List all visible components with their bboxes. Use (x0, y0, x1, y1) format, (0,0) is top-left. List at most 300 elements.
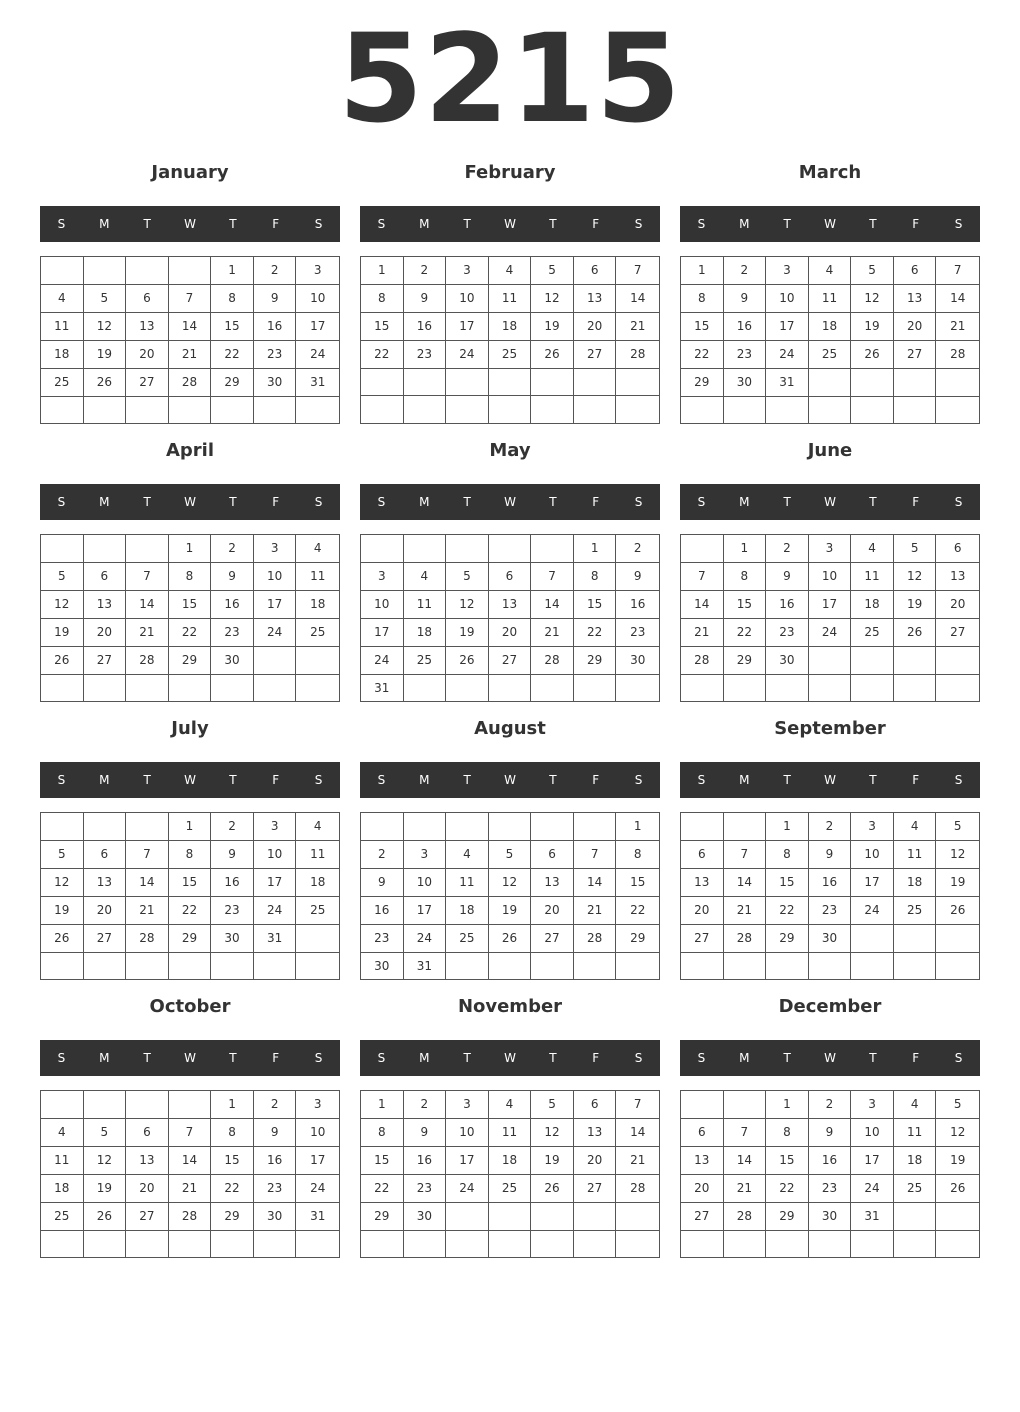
day-cell (84, 257, 127, 285)
day-cell: 6 (894, 257, 937, 285)
day-cell (446, 1231, 489, 1257)
day-cell (211, 1231, 254, 1257)
day-cell: 3 (296, 1091, 339, 1119)
day-cell: 14 (126, 869, 169, 897)
day-cell: 13 (681, 869, 724, 897)
weekday-label: W (184, 773, 196, 787)
day-cell: 8 (681, 285, 724, 313)
day-cell: 9 (616, 563, 659, 591)
day-cell: 7 (169, 1119, 212, 1147)
day-cell: 22 (361, 341, 404, 369)
day-cell: 10 (851, 841, 894, 869)
day-cell: 24 (446, 341, 489, 369)
day-cell: 21 (169, 1175, 212, 1203)
day-cell: 29 (766, 925, 809, 953)
day-cell: 1 (211, 1091, 254, 1119)
day-cell: 10 (404, 869, 447, 897)
day-cell: 4 (41, 285, 84, 313)
day-cell: 24 (766, 341, 809, 369)
weekday-label: S (57, 217, 66, 231)
weekday-label: S (954, 495, 963, 509)
day-cell (681, 1231, 724, 1257)
day-cell (126, 953, 169, 979)
day-cell: 24 (851, 1175, 894, 1203)
day-cell (724, 1231, 767, 1257)
day-cell: 22 (766, 897, 809, 925)
day-cell: 5 (936, 813, 979, 841)
day-cell: 25 (41, 369, 84, 397)
day-cell: 19 (936, 1147, 979, 1175)
day-cell: 4 (404, 563, 447, 591)
weekday-label: T (549, 495, 557, 509)
day-cell: 22 (169, 619, 212, 647)
day-cell: 28 (169, 1203, 212, 1231)
day-cell (894, 369, 937, 397)
day-cell (126, 675, 169, 701)
day-cell: 8 (361, 1119, 404, 1147)
day-cell: 26 (531, 341, 574, 369)
day-cell: 30 (211, 925, 254, 953)
day-cell: 4 (446, 841, 489, 869)
day-cell: 22 (169, 897, 212, 925)
day-cell: 18 (894, 1147, 937, 1175)
day-cell: 1 (681, 257, 724, 285)
day-cell: 13 (84, 591, 127, 619)
day-cell: 23 (766, 619, 809, 647)
day-cell: 4 (296, 535, 339, 563)
day-cell: 22 (724, 619, 767, 647)
day-cell: 22 (574, 619, 617, 647)
day-cell: 16 (404, 313, 447, 341)
day-cell: 23 (809, 897, 852, 925)
weekday-label: S (314, 1051, 323, 1065)
day-cell (531, 813, 574, 841)
day-cell (574, 813, 617, 841)
day-cell (681, 1091, 724, 1119)
day-cell (446, 396, 489, 423)
day-cell (169, 1231, 212, 1257)
weekday-label: S (377, 1051, 386, 1065)
day-cell: 2 (809, 813, 852, 841)
day-cell (574, 396, 617, 423)
day-cell: 6 (489, 563, 532, 591)
day-cell: 6 (126, 285, 169, 313)
weekday-label: T (463, 773, 471, 787)
day-cell (616, 369, 659, 396)
day-cell: 18 (489, 1147, 532, 1175)
day-cell (126, 397, 169, 423)
day-cell (296, 675, 339, 701)
day-cell: 1 (766, 1091, 809, 1119)
day-cell: 23 (211, 897, 254, 925)
day-cell: 27 (681, 1203, 724, 1231)
day-cell: 25 (489, 1175, 532, 1203)
day-cell (894, 675, 937, 701)
day-cell: 1 (361, 1091, 404, 1119)
day-cell: 24 (361, 647, 404, 675)
day-cell: 30 (211, 647, 254, 675)
day-cell: 14 (724, 1147, 767, 1175)
day-cell (296, 925, 339, 953)
weekday-header (680, 484, 980, 520)
day-cell (681, 397, 724, 423)
day-cell: 7 (126, 563, 169, 591)
day-cell: 19 (446, 619, 489, 647)
weekday-label: T (229, 217, 237, 231)
day-cell: 30 (809, 1203, 852, 1231)
day-cell: 4 (851, 535, 894, 563)
day-cell (41, 535, 84, 563)
day-cell: 2 (616, 535, 659, 563)
day-grid (680, 812, 980, 980)
day-cell (404, 396, 447, 423)
month-name: December (778, 996, 882, 1017)
weekday-label: T (869, 217, 877, 231)
day-cell (489, 813, 532, 841)
day-cell: 17 (361, 619, 404, 647)
day-cell: 11 (41, 313, 84, 341)
day-cell: 3 (404, 841, 447, 869)
day-cell: 11 (809, 285, 852, 313)
day-cell: 17 (851, 869, 894, 897)
day-cell: 28 (574, 925, 617, 953)
day-cell: 23 (809, 1175, 852, 1203)
day-cell: 24 (296, 341, 339, 369)
day-cell: 19 (489, 897, 532, 925)
day-cell: 12 (936, 841, 979, 869)
day-cell (404, 813, 447, 841)
day-cell (809, 1231, 852, 1257)
day-cell: 30 (404, 1203, 447, 1231)
day-cell: 8 (766, 1119, 809, 1147)
day-cell: 28 (681, 647, 724, 675)
day-cell: 21 (936, 313, 979, 341)
day-cell (126, 1231, 169, 1257)
day-cell: 8 (616, 841, 659, 869)
day-cell: 17 (296, 313, 339, 341)
day-cell: 1 (169, 813, 212, 841)
day-cell: 22 (211, 1175, 254, 1203)
day-cell: 13 (936, 563, 979, 591)
day-cell: 3 (446, 257, 489, 285)
day-cell: 14 (616, 1119, 659, 1147)
day-cell: 31 (296, 1203, 339, 1231)
month-name: November (457, 996, 563, 1017)
day-cell (851, 397, 894, 423)
day-cell: 21 (126, 619, 169, 647)
day-cell: 9 (724, 285, 767, 313)
day-cell: 13 (574, 285, 617, 313)
weekday-label: S (377, 773, 386, 787)
day-cell: 12 (41, 591, 84, 619)
day-cell: 17 (254, 591, 297, 619)
day-cell: 20 (574, 313, 617, 341)
day-cell (489, 953, 532, 980)
day-cell (574, 1203, 617, 1231)
weekday-label: S (314, 495, 323, 509)
day-cell: 19 (531, 1147, 574, 1175)
weekday-label: M (419, 495, 430, 509)
day-cell: 28 (616, 1175, 659, 1203)
day-cell (254, 953, 297, 979)
day-cell (851, 369, 894, 397)
day-cell: 12 (936, 1119, 979, 1147)
year-title: 5215 (338, 8, 682, 150)
day-cell (41, 1091, 84, 1119)
day-cell: 11 (894, 1119, 937, 1147)
day-cell: 27 (574, 1175, 617, 1203)
day-cell: 5 (936, 1091, 979, 1119)
day-cell: 9 (254, 1119, 297, 1147)
weekday-label: M (739, 1051, 750, 1065)
day-cell: 27 (531, 925, 574, 953)
weekday-label: W (824, 1051, 836, 1065)
weekday-label: S (954, 217, 963, 231)
day-cell (531, 953, 574, 980)
day-cell (574, 369, 617, 396)
day-cell: 29 (211, 1203, 254, 1231)
day-cell: 26 (84, 1203, 127, 1231)
day-cell: 5 (41, 563, 84, 591)
weekday-header (360, 1040, 660, 1076)
day-cell: 6 (531, 841, 574, 869)
day-cell (254, 1231, 297, 1257)
day-cell: 9 (361, 869, 404, 897)
day-cell: 9 (404, 1119, 447, 1147)
weekday-label: T (143, 773, 151, 787)
weekday-label: S (57, 773, 66, 787)
day-cell (211, 675, 254, 701)
day-cell (254, 675, 297, 701)
day-cell: 15 (724, 591, 767, 619)
day-cell: 25 (296, 619, 339, 647)
day-cell: 24 (851, 897, 894, 925)
day-cell: 31 (766, 369, 809, 397)
day-cell: 5 (489, 841, 532, 869)
day-cell: 5 (851, 257, 894, 285)
day-cell: 28 (724, 925, 767, 953)
day-cell: 14 (126, 591, 169, 619)
day-cell (936, 1231, 979, 1257)
day-cell: 20 (84, 619, 127, 647)
day-cell: 15 (616, 869, 659, 897)
day-cell: 22 (616, 897, 659, 925)
day-cell (446, 369, 489, 396)
day-cell: 13 (894, 285, 937, 313)
day-grid (360, 256, 660, 424)
day-cell (851, 925, 894, 953)
weekday-label: W (184, 495, 196, 509)
day-cell: 16 (254, 1147, 297, 1175)
day-cell: 2 (211, 535, 254, 563)
day-cell: 11 (296, 563, 339, 591)
day-cell (361, 1231, 404, 1257)
weekday-label: M (419, 1051, 430, 1065)
day-cell (681, 535, 724, 563)
day-cell (531, 675, 574, 702)
weekday-label: T (549, 773, 557, 787)
day-cell (41, 397, 84, 423)
day-cell: 28 (616, 341, 659, 369)
day-cell (169, 257, 212, 285)
day-cell (41, 257, 84, 285)
day-cell: 29 (724, 647, 767, 675)
day-cell: 15 (766, 869, 809, 897)
weekday-label: F (592, 217, 600, 231)
weekday-label: T (143, 495, 151, 509)
weekday-header (40, 762, 340, 798)
weekday-label: W (824, 217, 836, 231)
day-cell: 26 (894, 619, 937, 647)
day-cell (531, 1203, 574, 1231)
day-cell: 19 (894, 591, 937, 619)
day-cell (489, 396, 532, 423)
day-cell (894, 1203, 937, 1231)
day-cell: 15 (169, 869, 212, 897)
day-cell: 4 (41, 1119, 84, 1147)
day-cell: 30 (809, 925, 852, 953)
day-cell: 27 (84, 925, 127, 953)
day-cell: 17 (446, 1147, 489, 1175)
day-cell: 29 (211, 369, 254, 397)
weekday-label: T (229, 495, 237, 509)
day-cell: 7 (126, 841, 169, 869)
day-cell (254, 397, 297, 423)
day-cell: 30 (724, 369, 767, 397)
weekday-label: M (739, 495, 750, 509)
day-cell: 8 (574, 563, 617, 591)
day-cell: 22 (211, 341, 254, 369)
day-cell: 5 (41, 841, 84, 869)
day-cell: 1 (361, 257, 404, 285)
day-cell (169, 397, 212, 423)
day-cell: 27 (936, 619, 979, 647)
day-cell: 20 (489, 619, 532, 647)
day-cell (894, 925, 937, 953)
day-cell: 18 (489, 313, 532, 341)
day-cell: 17 (296, 1147, 339, 1175)
day-cell (766, 675, 809, 701)
day-cell: 23 (254, 1175, 297, 1203)
weekday-header (360, 762, 660, 798)
day-cell: 7 (531, 563, 574, 591)
day-cell: 12 (41, 869, 84, 897)
weekday-header (360, 484, 660, 520)
day-cell: 28 (531, 647, 574, 675)
day-cell: 1 (574, 535, 617, 563)
weekday-header (680, 1040, 980, 1076)
day-cell: 18 (41, 341, 84, 369)
day-cell: 10 (809, 563, 852, 591)
day-cell (84, 675, 127, 701)
day-cell: 9 (254, 285, 297, 313)
day-cell (446, 1203, 489, 1231)
day-cell (851, 953, 894, 979)
day-cell (574, 675, 617, 702)
weekday-label: W (504, 773, 516, 787)
weekday-label: S (634, 495, 643, 509)
day-grid (680, 534, 980, 702)
day-cell: 23 (211, 619, 254, 647)
weekday-label: T (143, 1051, 151, 1065)
day-cell: 26 (531, 1175, 574, 1203)
day-cell: 11 (894, 841, 937, 869)
day-cell (574, 1231, 617, 1257)
day-cell: 5 (894, 535, 937, 563)
day-cell (41, 675, 84, 701)
day-cell: 1 (616, 813, 659, 841)
day-cell: 4 (489, 257, 532, 285)
day-cell: 29 (169, 925, 212, 953)
weekday-label: M (99, 773, 110, 787)
day-cell: 13 (489, 591, 532, 619)
day-cell: 23 (404, 341, 447, 369)
day-cell: 25 (851, 619, 894, 647)
day-cell: 10 (296, 285, 339, 313)
day-grid (360, 1090, 660, 1258)
day-cell: 22 (681, 341, 724, 369)
weekday-label: F (912, 773, 920, 787)
day-cell (724, 813, 767, 841)
day-cell: 9 (211, 841, 254, 869)
weekday-label: W (824, 495, 836, 509)
day-cell: 26 (41, 925, 84, 953)
day-cell: 25 (809, 341, 852, 369)
day-cell: 7 (681, 563, 724, 591)
day-cell: 20 (531, 897, 574, 925)
day-cell: 13 (681, 1147, 724, 1175)
day-cell: 14 (574, 869, 617, 897)
month-name: February (464, 162, 556, 183)
day-cell: 4 (894, 813, 937, 841)
weekday-label: M (99, 1051, 110, 1065)
day-cell (851, 1231, 894, 1257)
day-cell: 18 (296, 591, 339, 619)
day-cell: 31 (254, 925, 297, 953)
day-cell: 24 (254, 619, 297, 647)
weekday-label: F (912, 217, 920, 231)
day-cell (766, 397, 809, 423)
day-cell: 11 (851, 563, 894, 591)
day-cell (41, 953, 84, 979)
month-name: January (151, 162, 229, 183)
day-cell: 27 (84, 647, 127, 675)
day-cell: 26 (936, 1175, 979, 1203)
day-cell: 16 (254, 313, 297, 341)
day-cell: 3 (254, 535, 297, 563)
day-cell (169, 675, 212, 701)
day-cell: 4 (809, 257, 852, 285)
day-cell: 25 (894, 1175, 937, 1203)
weekday-label: T (869, 495, 877, 509)
day-cell: 20 (681, 897, 724, 925)
weekday-label: S (954, 773, 963, 787)
day-cell: 14 (724, 869, 767, 897)
day-cell: 8 (724, 563, 767, 591)
day-cell: 16 (724, 313, 767, 341)
day-cell (404, 675, 447, 702)
day-cell: 18 (296, 869, 339, 897)
day-cell: 15 (211, 1147, 254, 1175)
day-cell: 25 (296, 897, 339, 925)
day-cell: 25 (404, 647, 447, 675)
day-cell: 19 (851, 313, 894, 341)
day-cell: 1 (766, 813, 809, 841)
day-cell: 16 (766, 591, 809, 619)
day-cell (894, 647, 937, 675)
weekday-label: S (57, 1051, 66, 1065)
day-cell: 16 (616, 591, 659, 619)
